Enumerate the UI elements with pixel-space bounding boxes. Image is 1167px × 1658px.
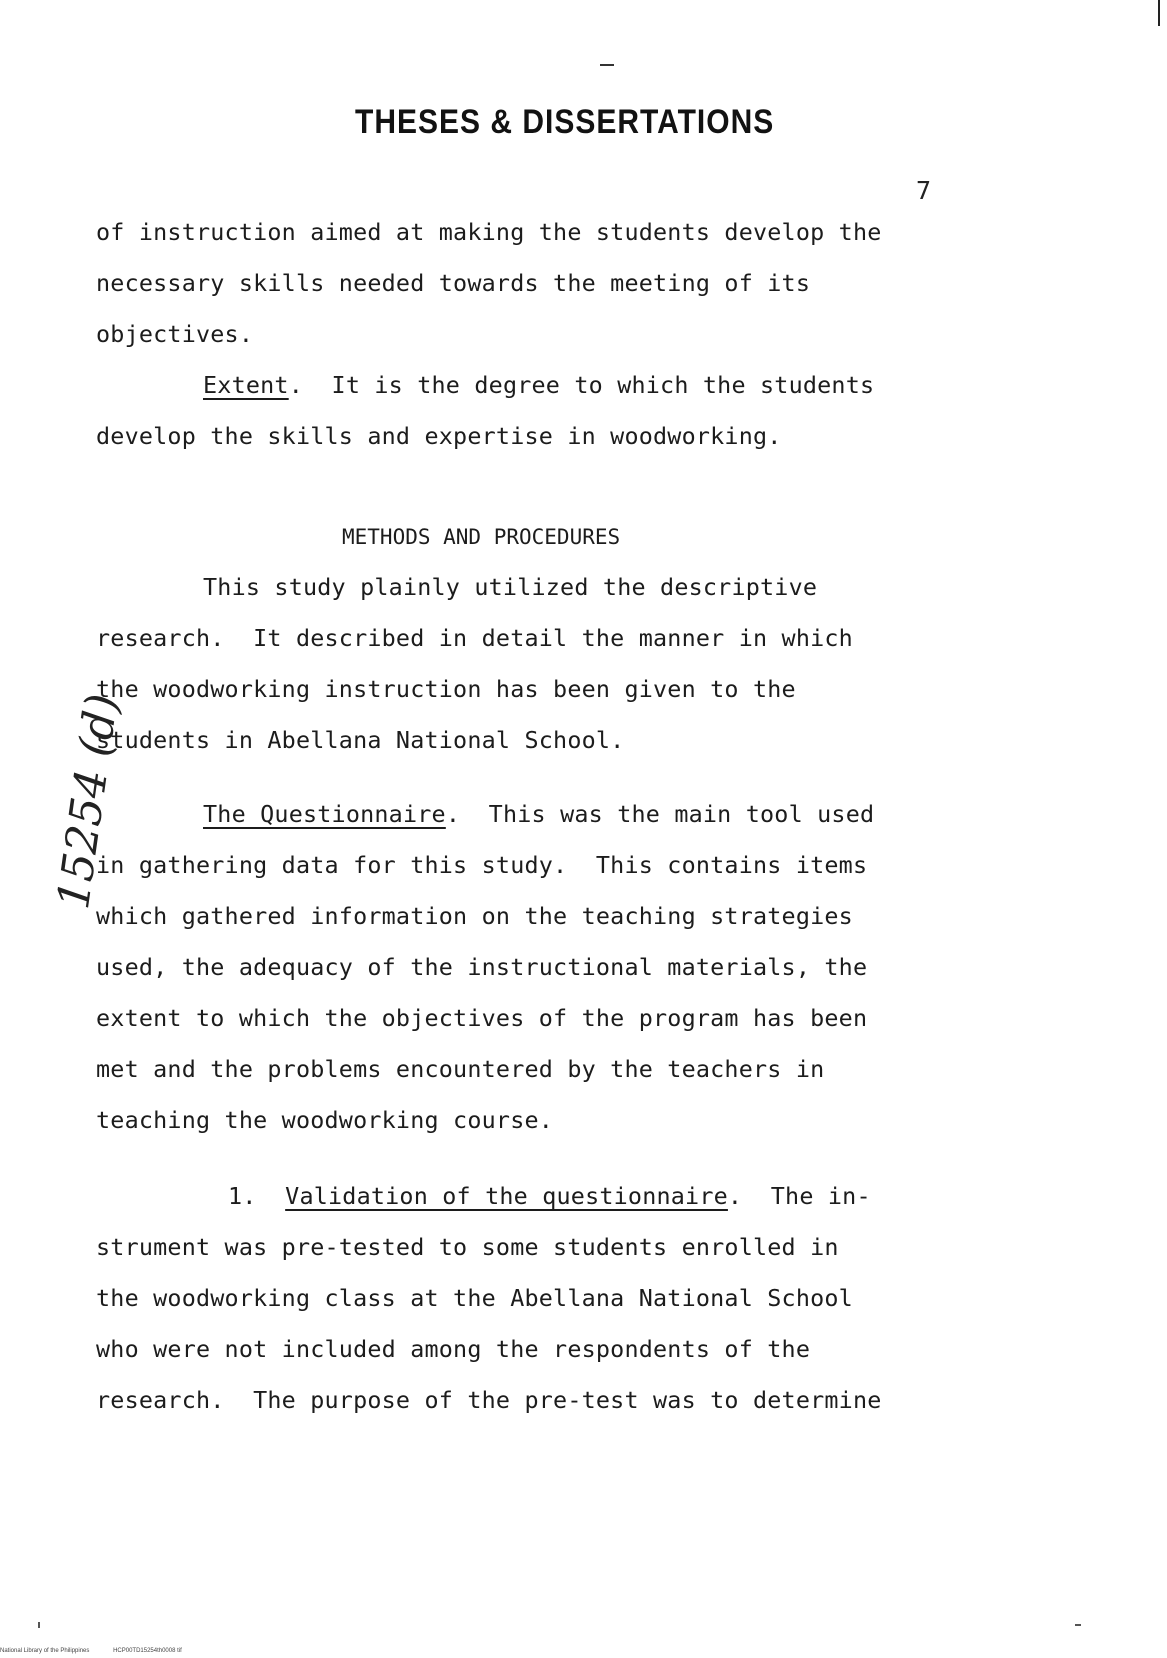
top-dash-mark <box>600 64 614 66</box>
body-line: necessary skills needed towards the meeting of its <box>96 269 811 297</box>
body-line: used, the adequacy of the instructional materials, the <box>96 953 868 981</box>
scan-corner-mark <box>38 1622 40 1628</box>
body-line: teaching the woodworking course. <box>96 1106 554 1134</box>
body-line: who were not included among the respondents of the <box>96 1335 811 1363</box>
page-number: 7 <box>916 176 932 205</box>
theses-dissertations-stamp: THESES & DISSERTATIONS <box>355 103 775 141</box>
questionnaire-term: The Questionnaire <box>203 800 446 828</box>
handwritten-accession-note: 15254 (d) <box>48 690 129 913</box>
extent-term: Extent <box>203 371 289 399</box>
validation-intro-text: . The in- <box>727 1182 871 1210</box>
body-line: the woodworking instruction has been given to the <box>96 675 796 703</box>
body-line: of instruction aimed at making the students develop the <box>96 218 882 246</box>
scan-edge-mark <box>1158 0 1160 26</box>
questionnaire-heading-line <box>203 800 874 828</box>
body-line: research. The purpose of the pre-test was to determine <box>96 1386 882 1414</box>
body-line: This study plainly utilized the descriptive <box>203 573 818 601</box>
validation-term: Validation of the questionnaire <box>285 1182 728 1210</box>
validation-heading-line <box>228 1182 871 1210</box>
scan-corner-mark <box>1075 1624 1081 1626</box>
body-line: the woodworking class at the Abellana National School <box>96 1284 853 1312</box>
body-line: objectives. <box>96 320 254 348</box>
footer-file-id: HCP00TD15254th0008 tif <box>113 1648 182 1654</box>
section-heading: METHODS AND PROCEDURES <box>342 525 621 549</box>
body-line: strument was pre-tested to some students enrolled in <box>96 1233 839 1261</box>
body-line: extent to which the objectives of the program has been <box>96 1004 868 1032</box>
body-line: met and the problems encountered by the teachers in <box>96 1055 825 1083</box>
footer-library: National Library of the Philippines <box>0 1648 90 1654</box>
body-line: develop the skills and expertise in woodworking. <box>96 422 782 450</box>
body-line: in gathering data for this study. This contains items <box>96 851 868 879</box>
questionnaire-intro-text: . This was the main tool used <box>445 800 875 828</box>
extent-definition-text: . It is the degree to which the students <box>288 371 875 399</box>
scan-footer <box>0 1648 204 1654</box>
extent-definition-line <box>203 371 874 399</box>
body-line: which gathered information on the teaching strategies <box>96 902 853 930</box>
body-line: students in Abellana National School. <box>96 726 625 754</box>
validation-number: 1. <box>228 1182 257 1210</box>
body-line: research. It described in detail the manner in which <box>96 624 853 652</box>
